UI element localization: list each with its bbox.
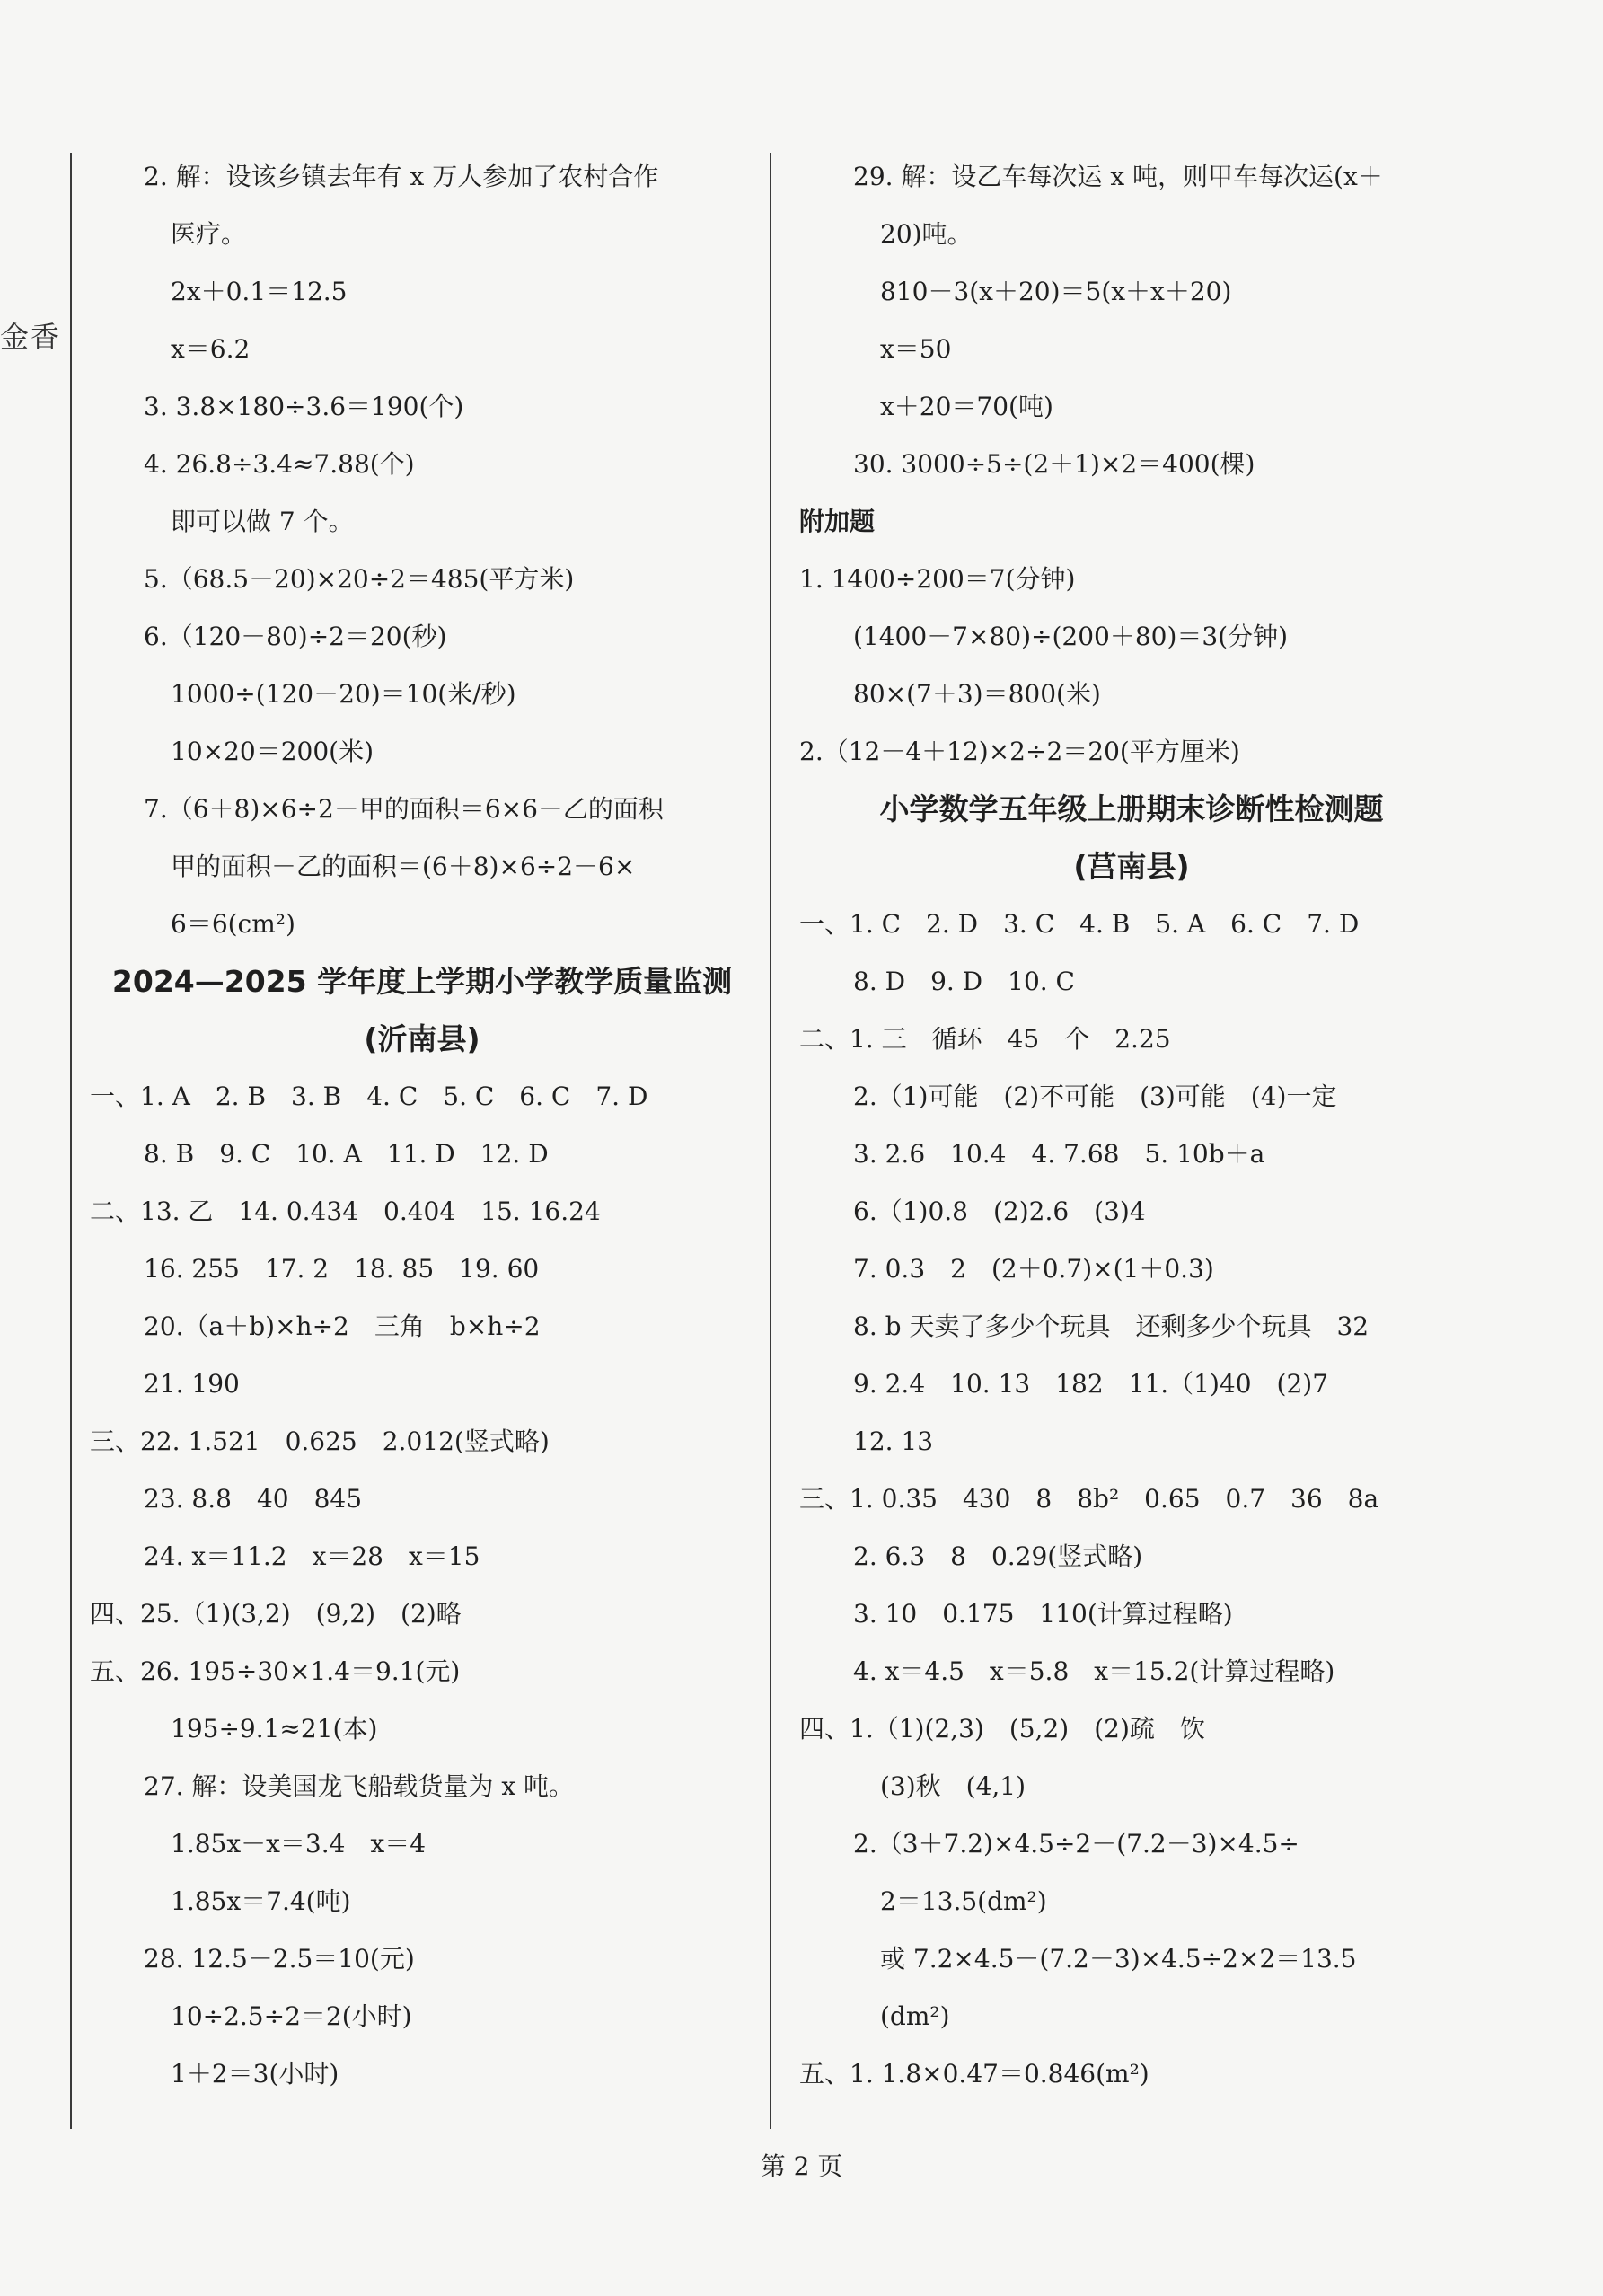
answer-line: x＋20＝70(吨) [880,392,1053,421]
answer-line: 四、25.（1)(3,2) (9,2) (2)略 [90,1599,462,1629]
answer-line: 10÷2.5÷2＝2(小时) [171,2001,412,2031]
answer-line: 7.（6＋8)×6÷2－甲的面积＝6×6－乙的面积 [144,794,664,824]
column-divider-rule [770,153,771,2129]
answer-line: 或 7.2×4.5－(7.2－3)×4.5÷2×2＝13.5 [880,1944,1357,1974]
answer-line: 一、1. C 2. D 3. C 4. B 5. A 6. C 7. D [799,909,1360,939]
answer-line: 20)吨。 [880,219,973,249]
answer-line: 6.（120－80)÷2＝20(秒) [144,622,447,651]
answer-line: 四、1.（1)(2,3) (5,2) (2)疏 饮 [799,1714,1205,1744]
answer-line: 8. D 9. D 10. C [853,967,1075,996]
left-margin-rule [70,153,72,2129]
answer-line: 2x＋0.1＝12.5 [171,277,348,306]
answer-line: 23. 8.8 40 845 [144,1484,363,1514]
answer-line: 6＝6(cm²) [171,909,295,939]
answer-line: 24. x＝11.2 x＝28 x＝15 [144,1541,480,1571]
answer-line: 27. 解：设美国龙飞船载货量为 x 吨。 [144,1771,575,1801]
answer-line: 20.（a＋b)×h÷2 三角 b×h÷2 [144,1311,541,1341]
answer-line: x＝6.2 [171,334,251,364]
answer-line: 195÷9.1≈21(本) [171,1714,378,1744]
answer-line: 9. 2.4 10. 13 182 11.（1)40 (2)7 [853,1369,1329,1399]
section-heading: (沂南县) [364,1021,480,1056]
answer-line: 1. 1400÷200＝7(分钟) [799,564,1076,594]
answer-line: 甲的面积－乙的面积＝(6＋8)×6÷2－6× [171,852,636,881]
answer-line: 28. 12.5－2.5＝10(元) [144,1944,415,1974]
answer-line: 医疗。 [171,219,247,249]
right-column [799,148,1464,2103]
answer-line: (3)秋 (4,1) [880,1771,1026,1801]
answer-line: 8. b 天卖了多少个玩具 还剩多少个玩具 32 [853,1311,1370,1341]
answer-line: 1.85x－x＝3.4 x＝4 [171,1829,427,1859]
answer-line: 1.85x＝7.4(吨) [171,1886,351,1916]
answer-line: 五、26. 195÷30×1.4＝9.1(元) [90,1656,461,1686]
section-subheading: 附加题 [799,507,876,536]
answer-line: 一、1. A 2. B 3. B 4. C 5. C 6. C 7. D [90,1082,648,1111]
answer-line: 3. 3.8×180÷3.6＝190(个) [144,392,464,421]
answer-line: 12. 13 [853,1426,934,1456]
page-number-footer: 第 2 页 [760,2151,843,2181]
answer-line: 二、13. 乙 14. 0.434 0.404 15. 16.24 [90,1197,601,1226]
answer-line: 29. 解：设乙车每次运 x 吨，则甲车每次运(x＋ [853,162,1383,191]
answer-line: 4. 26.8÷3.4≈7.88(个) [144,449,415,479]
answer-line: 2.（3＋7.2)×4.5÷2－(7.2－3)×4.5÷ [853,1829,1299,1859]
answer-line: 2.（1)可能 (2)不可能 (3)可能 (4)一定 [853,1082,1337,1111]
left-column [90,148,754,2103]
answer-line: 1＋2＝3(小时) [171,2059,339,2088]
answer-line: 6.（1)0.8 (2)2.6 (3)4 [853,1197,1146,1226]
answer-line: 三、1. 0.35 430 8 8b² 0.65 0.7 36 8a [799,1484,1379,1514]
answer-line: 810－3(x＋20)＝5(x＋x＋20) [880,277,1232,306]
answer-line: 30. 3000÷5÷(2＋1)×2＝400(棵) [853,449,1255,479]
answer-line: 5.（68.5－20)×20÷2＝485(平方米) [144,564,575,594]
section-heading: 2024—2025 学年度上学期小学教学质量监测 [111,964,733,999]
answer-line: 16. 255 17. 2 18. 85 19. 60 [144,1254,540,1284]
answer-line: 4. x＝4.5 x＝5.8 x＝15.2(计算过程略) [853,1656,1335,1686]
section-heading: 小学数学五年级上册期末诊断性检测题 [879,791,1384,826]
margin-edge-text: 金香 [0,320,62,354]
answer-line: 3. 2.6 10.4 4. 7.68 5. 10b＋a [853,1139,1265,1169]
answer-line: 2＝13.5(dm²) [880,1886,1047,1916]
answer-line: 2.（12－4＋12)×2÷2＝20(平方厘米) [799,737,1240,766]
answer-line: 三、22. 1.521 0.625 2.012(竖式略) [90,1426,550,1456]
answer-line: 80×(7＋3)＝800(米) [853,679,1101,709]
answer-line: 二、1. 三 循环 45 个 2.25 [799,1024,1171,1054]
answer-line: 五、1. 1.8×0.47＝0.846(m²) [799,2059,1149,2088]
answer-line: 1000÷(120－20)＝10(米/秒) [171,679,516,709]
answer-line: 8. B 9. C 10. A 11. D 12. D [144,1139,549,1169]
section-heading: (莒南县) [1073,849,1190,884]
answer-line: 3. 10 0.175 110(计算过程略) [853,1599,1233,1629]
answer-line: 2. 解：设该乡镇去年有 x 万人参加了农村合作 [144,162,659,191]
answer-line: (1400－7×80)÷(200＋80)＝3(分钟) [853,622,1289,651]
answer-line: 7. 0.3 2 (2＋0.7)×(1＋0.3) [853,1254,1214,1284]
answer-line: (dm²) [880,2001,950,2031]
answer-line: 即可以做 7 个。 [171,507,354,536]
answer-line: 10×20＝200(米) [171,737,374,766]
answer-line: x＝50 [880,334,952,364]
answer-line: 2. 6.3 8 0.29(竖式略) [853,1541,1143,1571]
answer-line: 21. 190 [144,1369,240,1399]
